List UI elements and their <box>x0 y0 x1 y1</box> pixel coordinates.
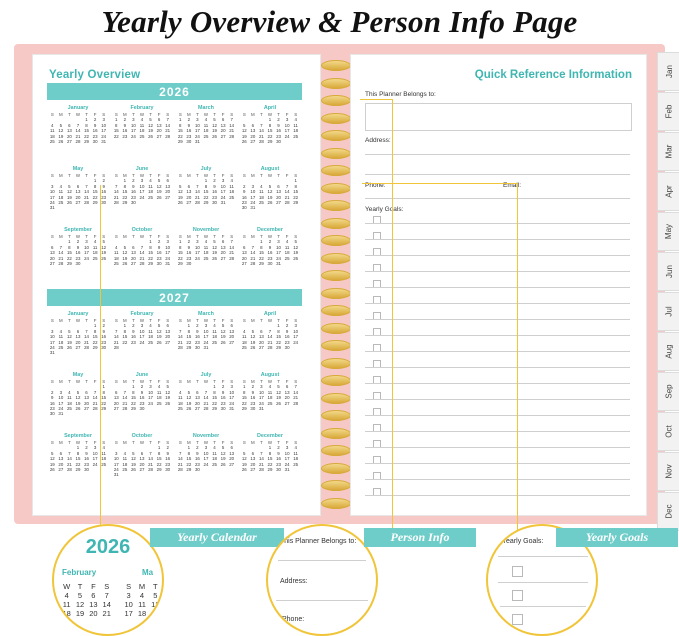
spiral-ring <box>321 410 351 421</box>
year-bar-2026: 2026 <box>47 83 302 100</box>
goal-line[interactable] <box>365 319 630 320</box>
spiral-ring <box>321 218 351 229</box>
month-december-2026: December S M T W T F S 1 2 3 4 5 6 7 8 9 10 11 12 13 14 15 16 17 18 19 20 21 22 23 24 25 26 27 28 29 30 31 <box>239 227 301 266</box>
callout-goals-line <box>498 556 588 557</box>
month-tab-label: Feb <box>664 104 674 119</box>
goal-line[interactable] <box>365 303 630 304</box>
callout-address-label: Address: <box>280 578 308 585</box>
callout-phone-label: Phone: <box>282 616 305 623</box>
phone-email-line[interactable] <box>365 198 630 199</box>
month-tab-may[interactable] <box>657 212 679 251</box>
month-september-2027: September S M T W T F S 1 2 3 4 5 6 7 8 9 10 11 12 13 14 15 16 17 18 19 20 21 22 23 24 25 26 27 28 29 30 <box>47 433 109 472</box>
month-tab-dec[interactable] <box>657 492 679 531</box>
month-name: April <box>263 105 277 111</box>
month-name: December <box>256 227 284 233</box>
callout-month-ma: Ma <box>142 568 154 577</box>
month-name: November <box>192 433 220 439</box>
month-tab-label: May <box>664 223 674 240</box>
callout-caption-person-info: Person Info <box>364 528 476 547</box>
month-tab-oct[interactable] <box>657 412 679 451</box>
leader-line-person-top <box>360 99 392 100</box>
month-november-2026: November S M T W T F S 1 2 3 4 5 6 7 8 9 10 11 12 13 14 15 16 17 18 19 20 21 22 23 24 25 26 27 28 29 30 <box>175 227 237 266</box>
callout-caption-yearly-calendar: Yearly Calendar <box>150 528 284 547</box>
month-tab-label: Jul <box>664 306 674 317</box>
spiral-ring <box>321 463 351 474</box>
spiral-ring <box>321 393 351 404</box>
month-name: August <box>260 166 280 172</box>
spiral-ring <box>321 113 351 124</box>
email-label: Email: <box>503 182 522 189</box>
month-name: May <box>72 166 84 172</box>
month-may-2027: May S M T W T F S 1 2 3 4 5 6 7 8 9 10 11 12 13 14 15 16 17 18 19 20 21 22 23 24 25 26 27 28 29 30 31 <box>47 372 109 417</box>
spiral-ring <box>321 358 351 369</box>
spiral-ring <box>321 253 351 264</box>
leader-line-goals-top <box>362 183 517 184</box>
month-tab-jul[interactable] <box>657 292 679 331</box>
month-tab-feb[interactable] <box>657 92 679 131</box>
callout-goal-line-1 <box>498 582 588 583</box>
month-name: February <box>130 105 154 111</box>
month-tab-label: Dec <box>664 504 674 519</box>
address-line-1[interactable] <box>365 154 630 155</box>
yearly-overview-heading: Yearly Overview <box>49 69 141 81</box>
spiral-ring <box>321 428 351 439</box>
month-august-2027: August S M T W T F S 1 2 3 4 5 6 7 8 9 10 11 12 13 14 15 16 17 18 19 20 21 22 23 24 25 26 27 28 29 30 31 <box>239 372 301 411</box>
month-april-2027: April S M T W T F S 1 2 3 4 5 6 7 8 9 10 11 12 13 14 15 16 17 18 19 20 21 22 23 24 25 26 27 28 29 30 <box>239 311 301 350</box>
month-name: February <box>130 311 154 317</box>
spiral-ring <box>321 270 351 281</box>
goal-line[interactable] <box>365 271 630 272</box>
callout-goal-line-2 <box>500 606 586 607</box>
month-name: November <box>192 227 220 233</box>
spiral-ring <box>321 200 351 211</box>
month-october-2027: October S M T W T F S 1 2 3 4 5 6 7 8 9 10 11 12 13 14 15 16 17 18 19 20 21 22 23 24 25 26 27 28 29 30 31 <box>111 433 173 478</box>
month-name: October <box>131 227 153 233</box>
month-january-2026: January S M T W T F S 1 2 3 4 5 6 7 8 9 10 11 12 13 14 15 16 17 18 19 20 21 22 23 24 25 26 27 28 29 30 31 <box>47 105 109 144</box>
spiral-ring <box>321 78 351 89</box>
goal-line[interactable] <box>365 255 630 256</box>
goal-line[interactable] <box>365 479 630 480</box>
month-april-2026: April S M T W T F S 1 2 3 4 5 6 7 8 9 10 11 12 13 14 15 16 17 18 19 20 21 22 23 24 25 26 27 28 29 30 <box>239 105 301 144</box>
spiral-ring <box>321 445 351 456</box>
month-name: April <box>263 311 277 317</box>
goal-line[interactable] <box>365 399 630 400</box>
month-july-2026: July S M T W T F S 1 2 3 4 5 6 7 8 9 10 11 12 13 14 15 16 17 18 19 20 21 22 23 24 25 26 27 28 29 30 31 <box>175 166 237 205</box>
month-march-2026: March S M T W T F S 1 2 3 4 5 6 7 8 9 10 11 12 13 14 15 16 17 18 19 20 21 22 23 24 25 26 27 28 29 30 31 <box>175 105 237 144</box>
month-tab-label: Oct <box>664 425 674 438</box>
callout-goal-checkbox[interactable] <box>512 566 523 577</box>
goal-line[interactable] <box>365 335 630 336</box>
month-november-2027: November S M T W T F S 1 2 3 4 5 6 7 8 9 10 11 12 13 14 15 16 17 18 19 20 21 22 23 24 25 26 27 28 29 30 <box>175 433 237 472</box>
phone-label: Phone: <box>365 182 386 189</box>
month-october-2026: October S M T W T F S 1 2 3 4 5 6 7 8 9 10 11 12 13 14 15 16 17 18 19 20 21 22 23 24 25 26 27 28 29 30 31 <box>111 227 173 266</box>
callout-person-info <box>266 524 378 636</box>
month-name: September <box>64 227 92 233</box>
month-march-2027: March S M T W T F S 1 2 3 4 5 6 7 8 9 10 11 12 13 14 15 16 17 18 19 20 21 22 23 24 25 26 27 28 29 30 31 <box>175 311 237 350</box>
month-name: June <box>135 372 149 378</box>
month-june-2026: June S M T W T F S 1 2 3 4 5 6 7 8 9 10 11 12 13 14 15 16 17 18 19 20 21 22 23 24 25 26 27 28 29 30 <box>111 166 173 205</box>
month-tab-label: Aug <box>664 344 674 359</box>
month-name: March <box>198 311 214 317</box>
month-tab-label: Apr <box>664 185 674 198</box>
callout-goals-label: Yearly Goals: <box>502 538 544 545</box>
spiral-ring <box>321 480 351 491</box>
spiral-ring <box>321 148 351 159</box>
month-name: July <box>200 372 212 378</box>
callout-mini-table: W T F S S M T 4 5 6 7 3 4 5 11 12 13 14 10 11 12 18 19 20 21 17 18 19 <box>62 582 160 618</box>
month-tab-label: Sep <box>664 384 674 399</box>
goal-line[interactable] <box>365 495 630 496</box>
month-name: January <box>67 105 89 111</box>
month-name: September <box>64 433 92 439</box>
spiral-ring <box>321 235 351 246</box>
spiral-ring <box>321 305 351 316</box>
callout-goal-checkbox[interactable] <box>512 590 523 601</box>
left-page <box>32 54 321 516</box>
month-tab-nov[interactable] <box>657 452 679 491</box>
month-june-2027: June S M T W T F S 1 2 3 4 5 6 7 8 9 10 11 12 13 14 15 16 17 18 19 20 21 22 23 24 25 26 27 28 29 30 <box>111 372 173 411</box>
goal-line[interactable] <box>365 415 630 416</box>
goal-line[interactable] <box>365 367 630 368</box>
month-tab-sep[interactable] <box>657 372 679 411</box>
month-name: August <box>260 372 280 378</box>
leader-line-person <box>392 99 393 530</box>
goal-line[interactable] <box>365 239 630 240</box>
leader-line-calendar <box>100 185 101 530</box>
month-name: January <box>67 311 89 317</box>
month-name: October <box>131 433 153 439</box>
month-tab-jun[interactable] <box>657 252 679 291</box>
month-december-2027: December S M T W T F S 1 2 3 4 5 6 7 8 9 10 11 12 13 14 15 16 17 18 19 20 21 22 23 24 25 26 27 28 29 30 31 <box>239 433 301 472</box>
month-tab-label: Jan <box>664 65 674 78</box>
month-august-2026: August S M T W T F S 1 2 3 4 5 6 7 8 9 10 11 12 13 14 15 16 17 18 19 20 21 22 23 24 25 26 27 28 29 30 31 <box>239 166 301 211</box>
callout-month-february: February <box>62 568 97 577</box>
callout-caption-yearly-goals: Yearly Goals <box>556 528 678 547</box>
spiral-ring <box>321 165 351 176</box>
month-tab-label: Mar <box>664 144 674 159</box>
callout-yearly-calendar <box>52 524 164 636</box>
month-january-2027: January S M T W T F S 1 2 3 4 5 6 7 8 9 10 11 12 13 14 15 16 17 18 19 20 21 22 23 24 25 26 27 28 29 30 31 <box>47 311 109 356</box>
month-name: December <box>256 433 284 439</box>
month-tab-strip <box>657 52 679 532</box>
goal-line[interactable] <box>365 463 630 464</box>
planner-spread <box>14 44 665 524</box>
month-name: May <box>72 372 84 378</box>
month-tab-label: Nov <box>664 464 674 479</box>
month-tab-aug[interactable] <box>657 332 679 371</box>
right-page <box>350 54 647 516</box>
goal-line[interactable] <box>365 287 630 288</box>
month-may-2026: May S M T W T F S 1 2 3 4 5 6 7 8 9 10 11 12 13 14 15 16 17 18 19 20 21 22 23 24 25 26 27 28 29 30 31 <box>47 166 109 211</box>
month-february-2027: February S M T W T F S 1 2 3 4 5 6 7 8 9 10 11 12 13 14 15 16 17 18 19 20 21 22 23 24 25 26 27 28 <box>111 311 173 350</box>
month-february-2026: February S M T W T F S 1 2 3 4 5 6 7 8 9 10 11 12 13 14 15 16 17 18 19 20 21 22 23 24 25 26 27 28 <box>111 105 173 139</box>
spiral-ring <box>321 130 351 141</box>
month-tab-mar[interactable] <box>657 132 679 171</box>
spiral-ring <box>321 340 351 351</box>
calendar-grid-2027 <box>47 311 302 496</box>
year-bar-2027: 2027 <box>47 289 302 306</box>
month-name: June <box>135 166 149 172</box>
callout-belongs-line <box>278 560 366 561</box>
goal-line[interactable] <box>365 383 630 384</box>
quick-reference-heading: Quick Reference Information <box>474 69 632 81</box>
month-tab-apr[interactable] <box>657 172 679 211</box>
address-line-2[interactable] <box>365 174 630 175</box>
month-tab-jan[interactable] <box>657 52 679 91</box>
address-label: Address: <box>365 137 391 144</box>
spiral-ring <box>321 323 351 334</box>
month-name: March <box>198 105 214 111</box>
yearly-goals-label: Yearly Goals: <box>365 206 404 213</box>
leader-line-goals <box>517 183 518 530</box>
spiral-ring <box>321 95 351 106</box>
belongs-to-field[interactable] <box>365 103 632 131</box>
spiral-binding <box>319 54 351 514</box>
goal-line[interactable] <box>365 223 630 224</box>
spiral-ring <box>321 498 351 509</box>
goal-line[interactable] <box>365 351 630 352</box>
month-tab-label: Jun <box>664 265 674 278</box>
callout-address-line <box>276 600 368 601</box>
month-name: July <box>200 166 212 172</box>
calendar-grid-2026 <box>47 105 302 290</box>
spiral-ring <box>321 183 351 194</box>
spiral-ring <box>321 288 351 299</box>
callout-belongs-label: This Planner Belongs to: <box>280 538 357 545</box>
belongs-to-label: This Planner Belongs to: <box>365 91 436 98</box>
goal-line[interactable] <box>365 447 630 448</box>
callout-goal-checkbox[interactable] <box>512 614 523 625</box>
goal-line[interactable] <box>365 431 630 432</box>
month-july-2027: July S M T W T F S 1 2 3 4 5 6 7 8 9 10 11 12 13 14 15 16 17 18 19 20 21 22 23 24 25 26 27 28 29 30 31 <box>175 372 237 411</box>
callout-year-2026: 2026 <box>85 536 131 558</box>
spiral-ring <box>321 60 351 71</box>
month-september-2026: September S M T W T F S 1 2 3 4 5 6 7 8 9 10 11 12 13 14 15 16 17 18 19 20 21 22 23 24 25 26 27 28 29 30 <box>47 227 109 266</box>
spiral-ring <box>321 375 351 386</box>
page-title: Yearly Overview & Person Info Page <box>101 4 578 39</box>
